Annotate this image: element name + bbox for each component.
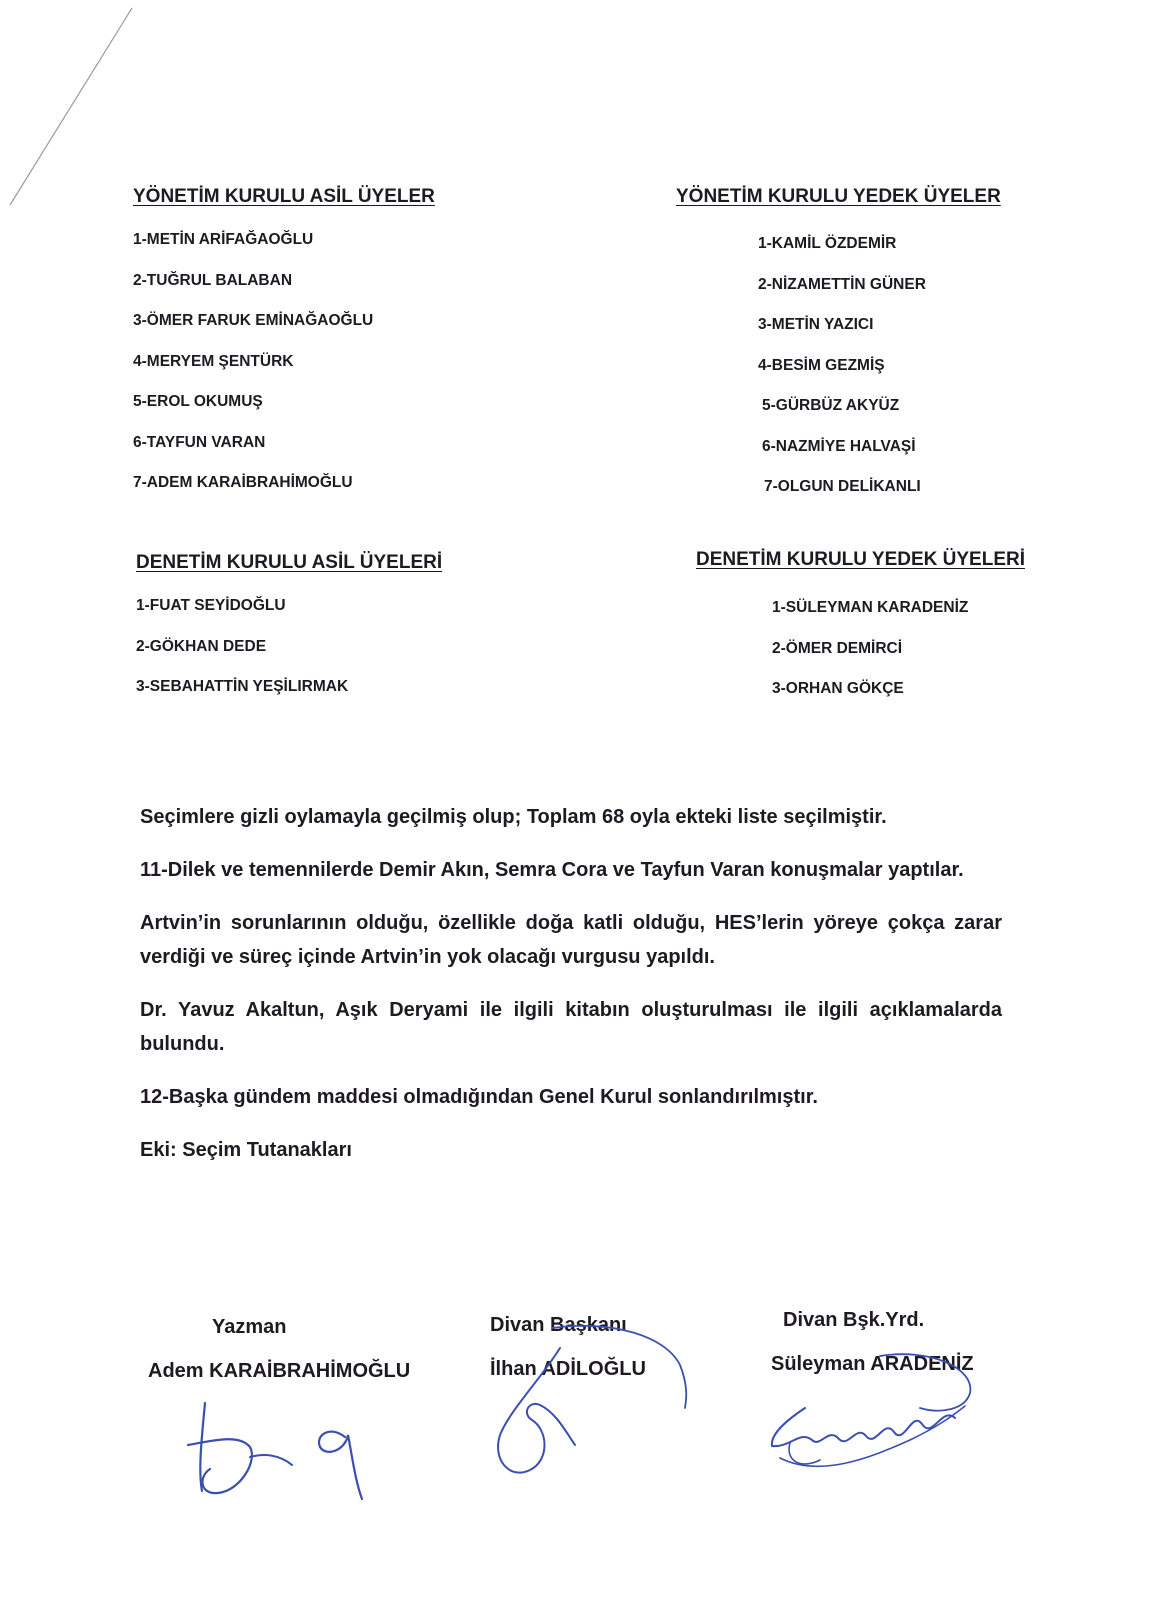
signatory-name: Adem KARAİBRAHİMOĞLU: [148, 1360, 411, 1382]
denetim-kurulu-asil-section: [136, 552, 442, 708]
list-item: 1-METİN ARİFAĞAOĞLU: [133, 231, 314, 248]
list-item: 2-NİZAMETTİN GÜNER: [758, 275, 926, 293]
list-item: 2-GÖKHAN DEDE: [136, 637, 267, 655]
list-item: 3-ÖMER FARUK EMİNAĞAOĞLU: [133, 312, 374, 329]
signatory-name: Süleyman ARADENİZ: [771, 1353, 974, 1375]
denetim-kurulu-yedek-heading: DENETİM KURULU YEDEK ÜYELERİ: [696, 549, 1026, 570]
denetim-kurulu-asil-heading: DENETİM KURULU ASİL ÜYELERİ: [136, 552, 443, 573]
denetim-kurulu-asil-list: [136, 586, 442, 708]
list-item: 4-BESİM GEZMİŞ: [758, 356, 885, 374]
list-item: 7-OLGUN DELİKANLI: [764, 478, 921, 495]
paragraph-closing: 12-Başka gündem maddesi olmadığından Genel Kurul sonlandırılmıştır.: [140, 1086, 818, 1108]
list-item: 6-NAZMİYE HALVAŞİ: [762, 437, 916, 455]
yonetim-kurulu-asil-heading: YÖNETİM KURULU ASİL ÜYELER: [133, 186, 435, 207]
list-item: 1-FUAT SEYİDOĞLU: [136, 597, 286, 614]
signature-block-yazman: [148, 1305, 410, 1393]
denetim-kurulu-yedek-list: [772, 588, 968, 710]
list-item: 7-ADEM KARAİBRAHİMOĞLU: [133, 474, 353, 491]
signatory-role: Yazman: [212, 1316, 287, 1338]
attachment-note: Eki: Seçim Tutanakları: [140, 1139, 352, 1161]
yonetim-kurulu-yedek-list: [758, 224, 926, 508]
yonetim-kurulu-asil-list: [133, 220, 435, 504]
signature-divan-bsk-yrd: [760, 1348, 990, 1488]
list-item: 3-METİN YAZICI: [758, 316, 874, 333]
paragraph-artvin-issues: Artvin’in sorunlarının olduğu, özellikle doğa katli olduğu, HES’lerin yöreye çokça zarar verdiği ve süreç içinde Artvin’in yok olacağı vurgusu yapıldı.: [140, 912, 1002, 968]
signature-yazman: [180, 1395, 380, 1505]
list-item: 5-EROL OKUMUŞ: [133, 393, 263, 410]
signatory-role: Divan Bşk.Yrd.: [783, 1309, 925, 1331]
minutes-body: [140, 800, 1002, 1186]
paragraph-wishes: 11-Dilek ve temennilerde Demir Akın, Semra Cora ve Tayfun Varan konuşmalar yaptılar.: [140, 859, 964, 881]
list-item: 5-GÜRBÜZ AKYÜZ: [762, 397, 900, 414]
signatory-name: İlhan ADİLOĞLU: [490, 1358, 646, 1380]
list-item: 2-ÖMER DEMİRCİ: [772, 639, 903, 657]
list-item: 1-KAMİL ÖZDEMİR: [758, 235, 897, 252]
list-item: 6-TAYFUN VARAN: [133, 433, 266, 451]
list-item: 3-SEBAHATTİN YEŞİLIRMAK: [136, 678, 349, 695]
yonetim-kurulu-yedek-heading: YÖNETİM KURULU YEDEK ÜYELER: [676, 186, 1001, 207]
signatory-role: Divan Başkanı: [490, 1314, 627, 1336]
list-item: 4-MERYEM ŞENTÜRK: [133, 352, 294, 370]
yonetim-kurulu-asil-section: [133, 186, 435, 504]
list-item: 2-TUĞRUL BALABAN: [133, 271, 293, 289]
signature-divan-baskani: [480, 1320, 720, 1485]
paragraph-election-result: Seçimlere gizli oylamayla geçilmiş olup; Toplam 68 oyla ekteki liste seçilmiştir.: [140, 806, 887, 828]
list-item: 1-SÜLEYMAN KARADENİZ: [772, 599, 969, 616]
paragraph-book: Dr. Yavuz Akaltun, Aşık Deryami ile ilgili kitabın oluşturulması ile ilgili açıklamalarda bulundu.: [140, 999, 1002, 1055]
list-item: 3-ORHAN GÖKÇE: [772, 680, 904, 697]
